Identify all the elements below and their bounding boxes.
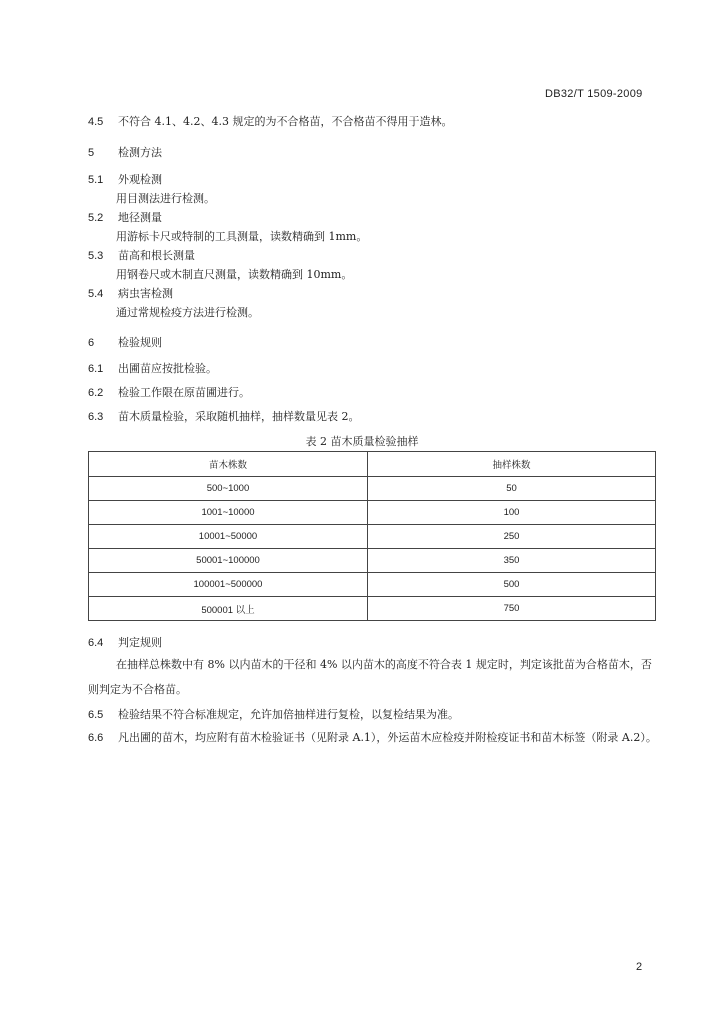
clause-number: 6.4 (88, 637, 104, 649)
table-caption: 表 2 苗木质量检验抽样 (305, 435, 419, 448)
clause-6-4 (88, 634, 162, 650)
section-5-heading (88, 144, 162, 160)
clause-text: 检验结果不符合标准规定，允许加倍抽样进行复检，以复检结果为准。 (118, 708, 459, 721)
clause-6-1 (88, 360, 217, 376)
table-row (89, 597, 656, 621)
table-row (89, 525, 656, 549)
clause-6-2 (88, 384, 250, 400)
clause-6-4-body: 在抽样总株数中有 8% 以内苗木的干径和 4% 以内苗木的高度不符合表 1 规定时，判定该批苗为合格苗木，否则判定为不合格苗。 (88, 658, 652, 696)
table-row (89, 477, 656, 501)
table-cell: 750 (368, 597, 656, 621)
clause-6-6 (88, 725, 658, 751)
clause-number: 5.4 (88, 288, 104, 300)
clause-text: 检验规则 (118, 336, 162, 349)
clause-5-1 (88, 171, 162, 187)
clause-text: 检测方法 (118, 146, 162, 159)
clause-5-1-body: 用目测法进行检测。 (116, 192, 215, 205)
table-cell: 500 (368, 573, 656, 597)
clause-number: 5 (88, 147, 95, 159)
clause-number: 6.6 (88, 732, 104, 744)
clause-number: 4.5 (88, 116, 104, 128)
clause-text: 出圃苗应按批检验。 (118, 362, 217, 375)
clause-text: 苗木质量检验，采取随机抽样，抽样数量见表 2。 (118, 410, 360, 423)
clause-5-3 (88, 247, 195, 263)
clause-6-5 (88, 706, 459, 722)
table-row (89, 549, 656, 573)
clause-5-2-body: 用游标卡尺或特制的工具测量，读数精确到 1mm。 (116, 230, 368, 243)
clause-number: 6.5 (88, 709, 104, 721)
clause-text: 外观检测 (118, 173, 162, 186)
section-6-heading (88, 334, 162, 350)
table-cell: 350 (368, 549, 656, 573)
clause-number: 6.2 (88, 387, 104, 399)
clause-number: 6.3 (88, 411, 104, 423)
table-cell: 100 (368, 501, 656, 525)
clause-5-4 (88, 285, 173, 301)
clause-number: 5.2 (88, 212, 104, 224)
standard-code: DB32/T 1509-2009 (545, 88, 643, 100)
clause-6-3 (88, 408, 360, 424)
table-header-row (89, 452, 656, 477)
page-number: 2 (636, 961, 643, 973)
clause-number: 6 (88, 337, 95, 349)
table-row (89, 501, 656, 525)
table-cell: 50 (368, 477, 656, 501)
clause-4-5 (88, 113, 452, 129)
table-row (89, 573, 656, 597)
clause-text: 凡出圃的苗木，均应附有苗木检验证书（见附录 A.1），外运苗木应检疫并附检疫证书和苗木标签（附录 A.2）。 (118, 731, 657, 744)
clause-text: 地径测量 (118, 211, 162, 224)
table-cell: 1001~10000 (89, 501, 368, 525)
clause-5-4-body: 通过常规检疫方法进行检测。 (116, 306, 259, 319)
table-cell: 500~1000 (89, 477, 368, 501)
clause-text: 不符合 4.1、4.2、4.3 规定的为不合格苗，不合格苗不得用于造林。 (118, 115, 453, 128)
clause-number: 6.1 (88, 363, 104, 375)
table-cell: 250 (368, 525, 656, 549)
clause-number: 5.1 (88, 174, 104, 186)
sampling-table (88, 451, 656, 621)
clause-text: 判定规则 (118, 636, 162, 649)
table-cell: 500001 以上 (89, 597, 368, 621)
clause-text: 病虫害检测 (118, 287, 173, 300)
table-cell: 10001~50000 (89, 525, 368, 549)
clause-5-2 (88, 209, 162, 225)
clause-text: 检验工作限在原苗圃进行。 (118, 386, 250, 399)
table-header-cell: 苗木株数 (89, 452, 368, 477)
table-header-cell: 抽样株数 (368, 452, 656, 477)
table-cell: 100001~500000 (89, 573, 368, 597)
clause-text: 苗高和根长测量 (118, 249, 195, 262)
clause-number: 5.3 (88, 250, 104, 262)
clause-5-3-body: 用钢卷尺或木制直尺测量，读数精确到 10mm。 (116, 268, 353, 281)
table-cell: 50001~100000 (89, 549, 368, 573)
